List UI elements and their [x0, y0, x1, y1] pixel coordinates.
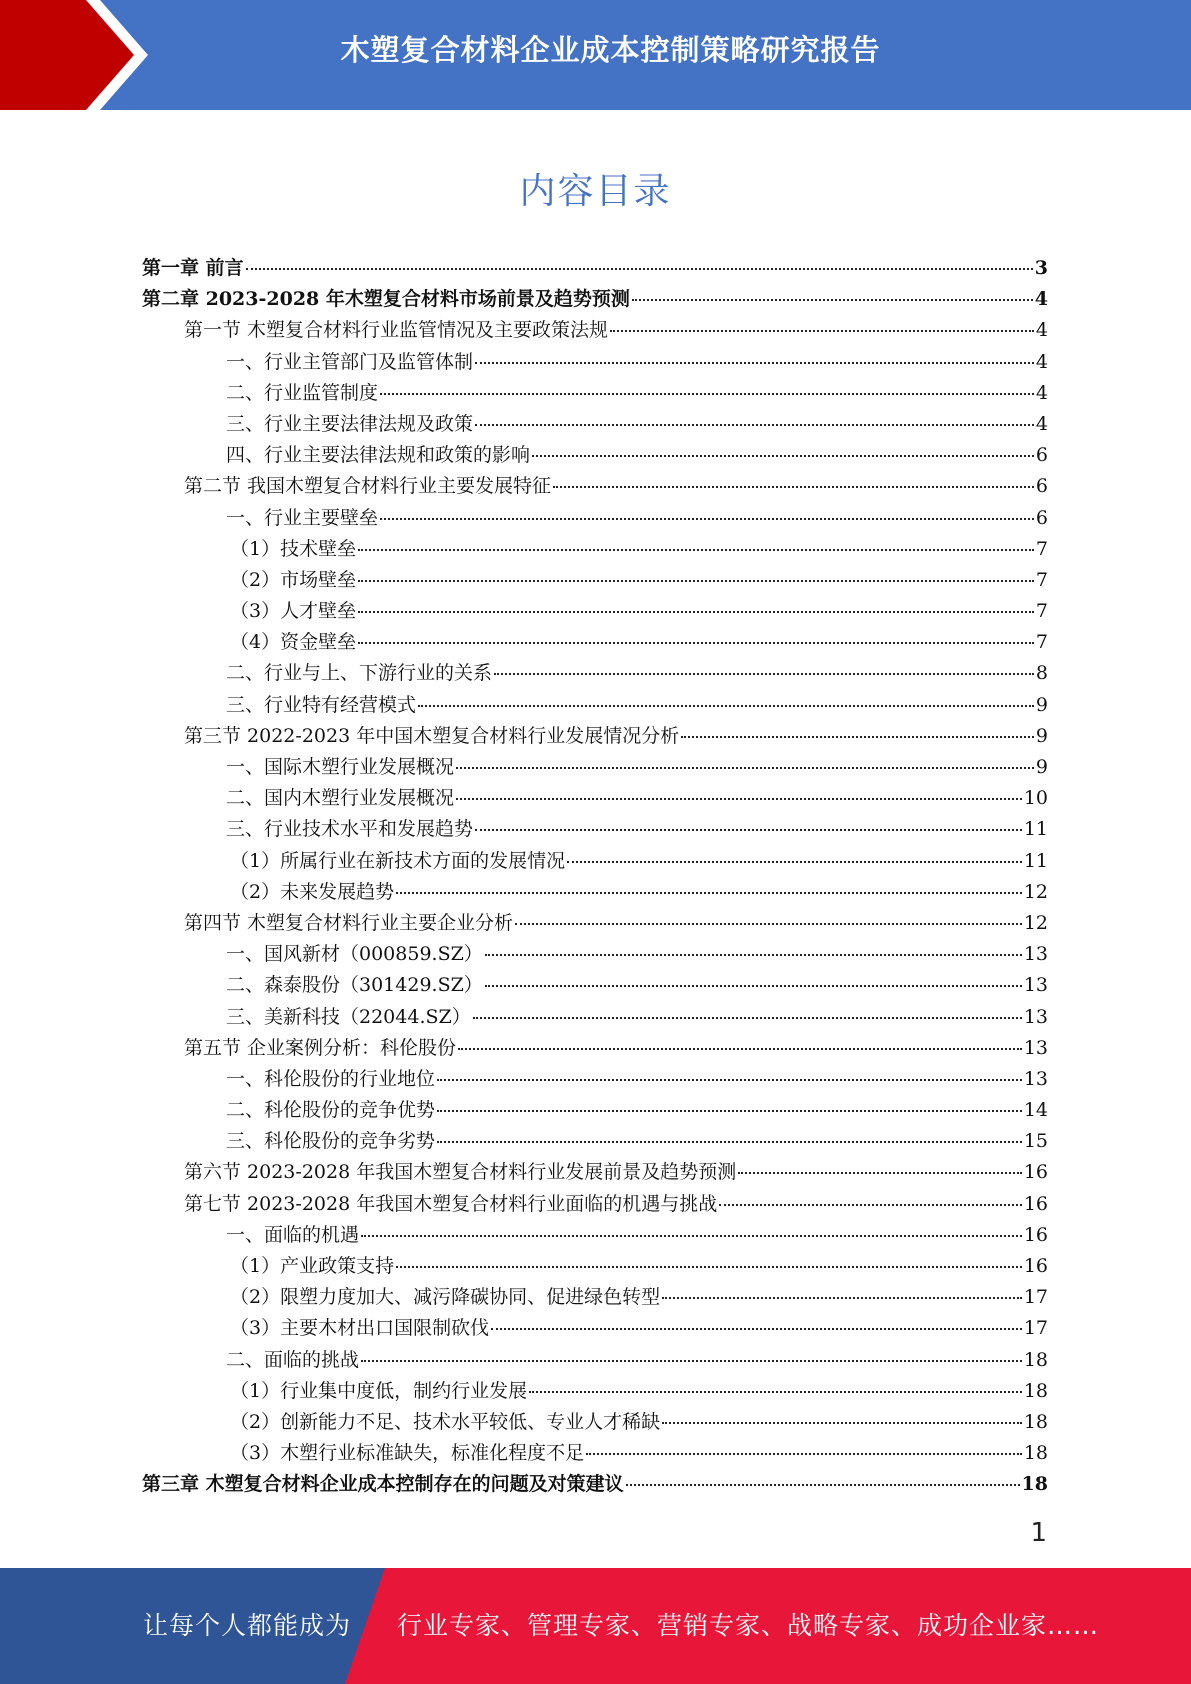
toc-entry[interactable]: [142, 939, 1048, 970]
toc-entry-page: 17: [1023, 1317, 1048, 1340]
toc-entry[interactable]: [142, 783, 1048, 814]
toc-dot-leader: [380, 517, 1034, 520]
toc-entry-label: 第五节 企业案例分析：科伦股份: [184, 1036, 457, 1059]
toc-entry[interactable]: [142, 1095, 1048, 1126]
toc-entry-page: 7: [1035, 537, 1048, 560]
toc-dot-leader: [632, 298, 1033, 301]
toc-dot-leader: [358, 641, 1034, 644]
toc-entry[interactable]: [142, 752, 1048, 783]
toc-entry-label: 二、面临的挑战: [226, 1348, 360, 1371]
toc-entry[interactable]: [142, 378, 1048, 409]
toc-title: 内容目录: [519, 171, 672, 212]
toc-dot-leader: [396, 1265, 1022, 1268]
toc-entry-page: 9: [1035, 724, 1048, 747]
toc-entry[interactable]: [142, 284, 1048, 315]
toc-entry-label: 一、行业主管部门及监管体制: [226, 350, 474, 373]
toc-entry[interactable]: [142, 1469, 1048, 1500]
toc-entry-label: 四、行业主要法律法规和政策的影响: [226, 444, 531, 467]
toc-entry[interactable]: [142, 970, 1048, 1001]
toc-entry-label: （3）人才壁垒: [230, 600, 357, 623]
toc-entry[interactable]: [142, 1220, 1048, 1251]
toc-entry-page: 6: [1035, 506, 1048, 529]
toc-entry[interactable]: [142, 440, 1048, 471]
table-of-contents: [142, 253, 1048, 1501]
toc-entry[interactable]: [142, 1313, 1048, 1344]
toc-entry[interactable]: [142, 315, 1048, 346]
toc-entry-page: 13: [1023, 943, 1048, 966]
toc-entry-page: 13: [1023, 1005, 1048, 1028]
toc-entry-page: 9: [1035, 693, 1048, 716]
toc-dot-leader: [458, 1047, 1022, 1050]
toc-entry[interactable]: [142, 690, 1048, 721]
toc-entry[interactable]: [142, 908, 1048, 939]
toc-entry[interactable]: [142, 1345, 1048, 1376]
toc-entry-label: 二、国内木塑行业发展概况: [226, 787, 455, 810]
toc-entry-label: （3）主要木材出口国限制砍伐: [230, 1317, 490, 1340]
toc-dot-leader: [529, 1390, 1022, 1393]
toc-entry[interactable]: [142, 1407, 1048, 1438]
toc-entry[interactable]: [142, 1189, 1048, 1220]
toc-entry-label: 三、科伦股份的竞争劣势: [226, 1130, 436, 1153]
toc-entry[interactable]: [142, 877, 1048, 908]
toc-entry-page: 13: [1023, 1067, 1048, 1090]
toc-entry-page: 13: [1023, 1036, 1048, 1059]
toc-entry-page: 11: [1023, 818, 1048, 841]
toc-entry-label: 第二节 我国木塑复合材料行业主要发展特征: [184, 475, 552, 498]
toc-entry-page: 3: [1034, 257, 1048, 279]
toc-entry-label: 三、行业技术水平和发展趋势: [226, 818, 474, 841]
toc-entry-page: 18: [1023, 1348, 1048, 1371]
toc-entry-label: （4）资金壁垒: [230, 631, 357, 654]
toc-entry-label: 二、科伦股份的竞争优势: [226, 1099, 436, 1122]
toc-entry[interactable]: [142, 1282, 1048, 1313]
toc-entry-label: 二、森泰股份（301429.SZ）: [226, 974, 483, 997]
toc-entry-page: 16: [1023, 1255, 1048, 1277]
toc-entry-page: 11: [1023, 849, 1048, 872]
toc-dot-leader: [475, 423, 1034, 426]
toc-dot-leader: [662, 1296, 1022, 1299]
toc-entry-page: 15: [1023, 1130, 1048, 1153]
toc-entry-page: 18: [1021, 1473, 1048, 1496]
toc-dot-leader: [361, 1359, 1022, 1362]
toc-entry[interactable]: [142, 1157, 1048, 1188]
toc-entry-label: （1）行业集中度低，制约行业发展: [230, 1379, 528, 1402]
toc-dot-leader: [738, 1171, 1022, 1174]
toc-entry-label: （2）市场壁垒: [230, 568, 357, 591]
toc-dot-leader: [485, 984, 1022, 987]
toc-entry-page: 4: [1034, 288, 1048, 311]
toc-entry[interactable]: [142, 846, 1048, 877]
toc-entry-label: 二、行业监管制度: [226, 381, 379, 404]
toc-entry-label: （1）产业政策支持: [230, 1255, 395, 1277]
toc-entry-label: 第二章 2023-2028 年木塑复合材料市场前景及趋势预测: [142, 288, 630, 311]
toc-dot-leader: [246, 267, 1033, 270]
toc-dot-leader: [358, 548, 1034, 551]
toc-dot-leader: [662, 1421, 1022, 1424]
toc-entry-page: 17: [1023, 1286, 1048, 1309]
toc-dot-leader: [626, 1483, 1020, 1486]
toc-entry[interactable]: [142, 409, 1048, 440]
report-title: 木塑复合材料企业成本控制策略研究报告: [340, 33, 881, 67]
footer-slogan-right: 行业专家、管理专家、营销专家、战略专家、成功企业家……: [397, 1611, 1100, 1640]
toc-entry-page: 6: [1035, 444, 1048, 467]
toc-entry-page: 14: [1023, 1099, 1048, 1122]
toc-entry[interactable]: [142, 503, 1048, 534]
toc-entry[interactable]: [142, 1251, 1048, 1282]
toc-dot-leader: [380, 392, 1034, 395]
toc-entry[interactable]: [142, 534, 1048, 565]
header-bar: [0, 0, 1191, 110]
toc-dot-leader: [491, 1327, 1022, 1330]
toc-dot-leader: [396, 891, 1022, 894]
toc-entry[interactable]: [142, 471, 1048, 502]
toc-entry[interactable]: [142, 253, 1048, 284]
toc-entry-page: 7: [1035, 568, 1048, 591]
page-number: 1: [1030, 1518, 1047, 1548]
toc-dot-leader: [485, 953, 1022, 956]
toc-entry-label: 一、科伦股份的行业地位: [226, 1067, 436, 1090]
toc-entry[interactable]: [142, 1376, 1048, 1407]
toc-entry-page: 10: [1023, 787, 1048, 810]
toc-entry-page: 18: [1023, 1379, 1048, 1402]
toc-dot-leader: [473, 1016, 1022, 1019]
toc-dot-leader: [437, 1140, 1022, 1143]
toc-entry-label: （1）所属行业在新技术方面的发展情况: [230, 849, 566, 872]
toc-entry-page: 4: [1035, 350, 1048, 373]
toc-entry-page: 4: [1035, 412, 1048, 435]
footer-bar: [0, 1568, 1191, 1684]
toc-entry-page: 12: [1023, 911, 1048, 934]
toc-entry-page: 4: [1035, 319, 1048, 342]
toc-entry-label: 第四节 木塑复合材料行业主要企业分析: [184, 911, 514, 934]
toc-entry-page: 16: [1023, 1192, 1048, 1215]
toc-dot-leader: [437, 1109, 1022, 1112]
toc-dot-leader: [719, 1203, 1022, 1206]
toc-dot-leader: [475, 828, 1022, 831]
toc-dot-leader: [610, 329, 1034, 332]
toc-entry-page: 18: [1023, 1410, 1048, 1433]
toc-entry[interactable]: [142, 658, 1048, 689]
toc-entry-page: 9: [1035, 756, 1048, 778]
toc-entry-label: 二、行业与上、下游行业的关系: [226, 662, 493, 685]
toc-entry-page: 6: [1035, 475, 1048, 498]
toc-entry-label: 一、面临的机遇: [226, 1223, 360, 1246]
toc-entry-label: （2）创新能力不足、技术水平较低、专业人才稀缺: [230, 1410, 661, 1433]
toc-entry[interactable]: [142, 347, 1048, 378]
toc-dot-leader: [586, 1452, 1022, 1455]
toc-entry-label: 一、国风新材（000859.SZ）: [226, 943, 483, 966]
toc-entry-label: 三、行业主要法律法规及政策: [226, 412, 474, 435]
toc-dot-leader: [456, 766, 1034, 769]
toc-entry-label: 第七节 2023-2028 年我国木塑复合材料行业面临的机遇与挑战: [184, 1192, 718, 1215]
toc-entry-page: 7: [1035, 600, 1048, 623]
toc-entry[interactable]: [142, 565, 1048, 596]
toc-entry[interactable]: [142, 1438, 1048, 1469]
toc-entry[interactable]: [142, 596, 1048, 627]
toc-entry-label: （2）限塑力度加大、减污降碳协同、促进绿色转型: [230, 1286, 661, 1309]
toc-entry-page: 18: [1023, 1442, 1048, 1465]
toc-entry[interactable]: [142, 1033, 1048, 1064]
toc-dot-leader: [418, 704, 1034, 707]
toc-dot-leader: [437, 1078, 1022, 1081]
toc-entry-page: 12: [1023, 880, 1048, 903]
toc-dot-leader: [456, 797, 1022, 800]
toc-entry[interactable]: [142, 721, 1048, 752]
toc-entry-page: 16: [1023, 1161, 1048, 1184]
toc-entry-page: 7: [1035, 631, 1048, 654]
toc-entry-label: 三、美新科技（22044.SZ）: [226, 1005, 471, 1028]
toc-entry-label: 三、行业特有经营模式: [226, 693, 417, 716]
toc-entry-page: 13: [1023, 974, 1048, 997]
toc-entry[interactable]: [142, 1064, 1048, 1095]
toc-entry[interactable]: [142, 627, 1048, 658]
toc-entry-page: 4: [1035, 381, 1048, 404]
toc-entry-label: （3）木塑行业标准缺失，标准化程度不足: [230, 1442, 585, 1465]
toc-dot-leader: [475, 361, 1034, 364]
toc-entry-page: 8: [1035, 662, 1048, 685]
toc-dot-leader: [515, 922, 1022, 925]
toc-dot-leader: [681, 735, 1034, 738]
toc-dot-leader: [361, 1234, 1022, 1237]
toc-dot-leader: [358, 610, 1034, 613]
toc-entry-label: 第三节 2022-2023 年中国木塑复合材料行业发展情况分析: [184, 724, 680, 747]
toc-dot-leader: [553, 485, 1034, 488]
toc-dot-leader: [494, 672, 1034, 675]
toc-entry-label: （1）技术壁垒: [230, 537, 357, 560]
toc-entry-label: 一、国际木塑行业发展概况: [226, 756, 455, 778]
toc-entry[interactable]: [142, 814, 1048, 845]
toc-entry-label: 第六节 2023-2028 年我国木塑复合材料行业发展前景及趋势预测: [184, 1161, 737, 1184]
toc-entry-label: 第一章 前言: [142, 257, 244, 279]
toc-dot-leader: [567, 860, 1022, 863]
toc-entry-page: 16: [1023, 1223, 1048, 1246]
toc-entry-label: （2）未来发展趋势: [230, 880, 395, 903]
toc-entry-label: 第三章 木塑复合材料企业成本控制存在的问题及对策建议: [142, 1473, 624, 1496]
toc-entry[interactable]: [142, 1002, 1048, 1033]
toc-entry[interactable]: [142, 1126, 1048, 1157]
toc-dot-leader: [358, 579, 1034, 582]
toc-dot-leader: [532, 454, 1034, 457]
footer-slogan-left: 让每个人都能成为: [143, 1611, 352, 1640]
toc-entry-label: 一、行业主要壁垒: [226, 506, 379, 529]
toc-entry-label: 第一节 木塑复合材料行业监管情况及主要政策法规: [184, 319, 609, 342]
